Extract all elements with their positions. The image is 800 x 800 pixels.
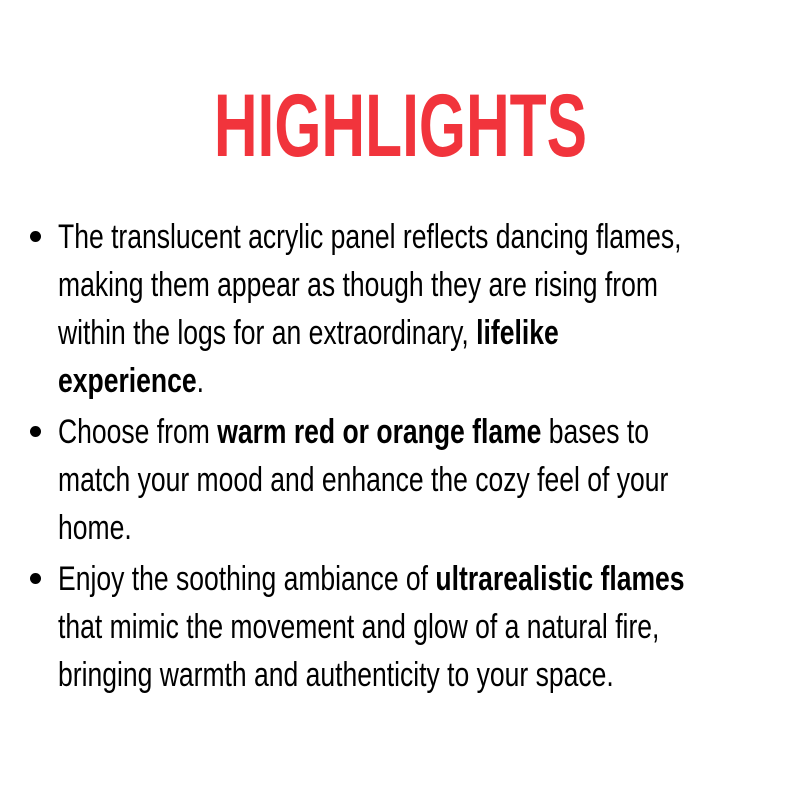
- bullet-line: [58, 456, 669, 504]
- bullet-line: [58, 603, 660, 651]
- bullet-dot-icon: [30, 573, 41, 584]
- text-segment: warm red or orange flame: [217, 413, 542, 451]
- bullet-text: [58, 555, 800, 699]
- text-segment: within the logs for an extraordinary,: [58, 314, 477, 352]
- text-segment: .: [196, 362, 204, 400]
- text-segment: Choose from: [58, 413, 218, 451]
- text-segment: Enjoy the soothing ambiance of: [58, 560, 436, 598]
- bullet-text: [58, 408, 800, 552]
- bullet-line: [58, 309, 637, 357]
- list-item: [0, 408, 800, 552]
- bullet-line: [58, 213, 682, 261]
- bullet-dot-icon: [30, 231, 41, 242]
- text-segment: bringing warmth and authenticity to your space.: [58, 656, 614, 694]
- bullet-line: [58, 408, 650, 456]
- bullet-text: [58, 213, 800, 405]
- bullet-line: [58, 261, 658, 309]
- highlights-title: HIGHLIGHTS: [213, 75, 587, 175]
- page-background: [0, 75, 800, 800]
- text-segment: The translucent acrylic panel reflects dancing flames,: [58, 218, 682, 256]
- highlights-list: [0, 213, 800, 699]
- text-segment: home.: [58, 509, 132, 547]
- bullet-line: [58, 357, 637, 405]
- text-segment: match your mood and enhance the cozy feel of your: [58, 461, 669, 499]
- bullet-line: [58, 504, 637, 552]
- bullet-line: [58, 555, 685, 603]
- list-item: [0, 213, 800, 405]
- bullet-line: [58, 651, 637, 699]
- title-container: [0, 75, 800, 175]
- text-segment: experience: [58, 362, 197, 400]
- bullet-dot-icon: [30, 426, 41, 437]
- text-segment: making them appear as though they are rising from: [58, 266, 658, 304]
- text-segment: bases to: [541, 413, 650, 451]
- text-segment: ultrarealistic flames: [435, 560, 685, 598]
- text-segment: that mimic the movement and glow of a natural fire,: [58, 608, 660, 646]
- list-item: [0, 555, 800, 699]
- text-segment: lifelike: [476, 314, 559, 352]
